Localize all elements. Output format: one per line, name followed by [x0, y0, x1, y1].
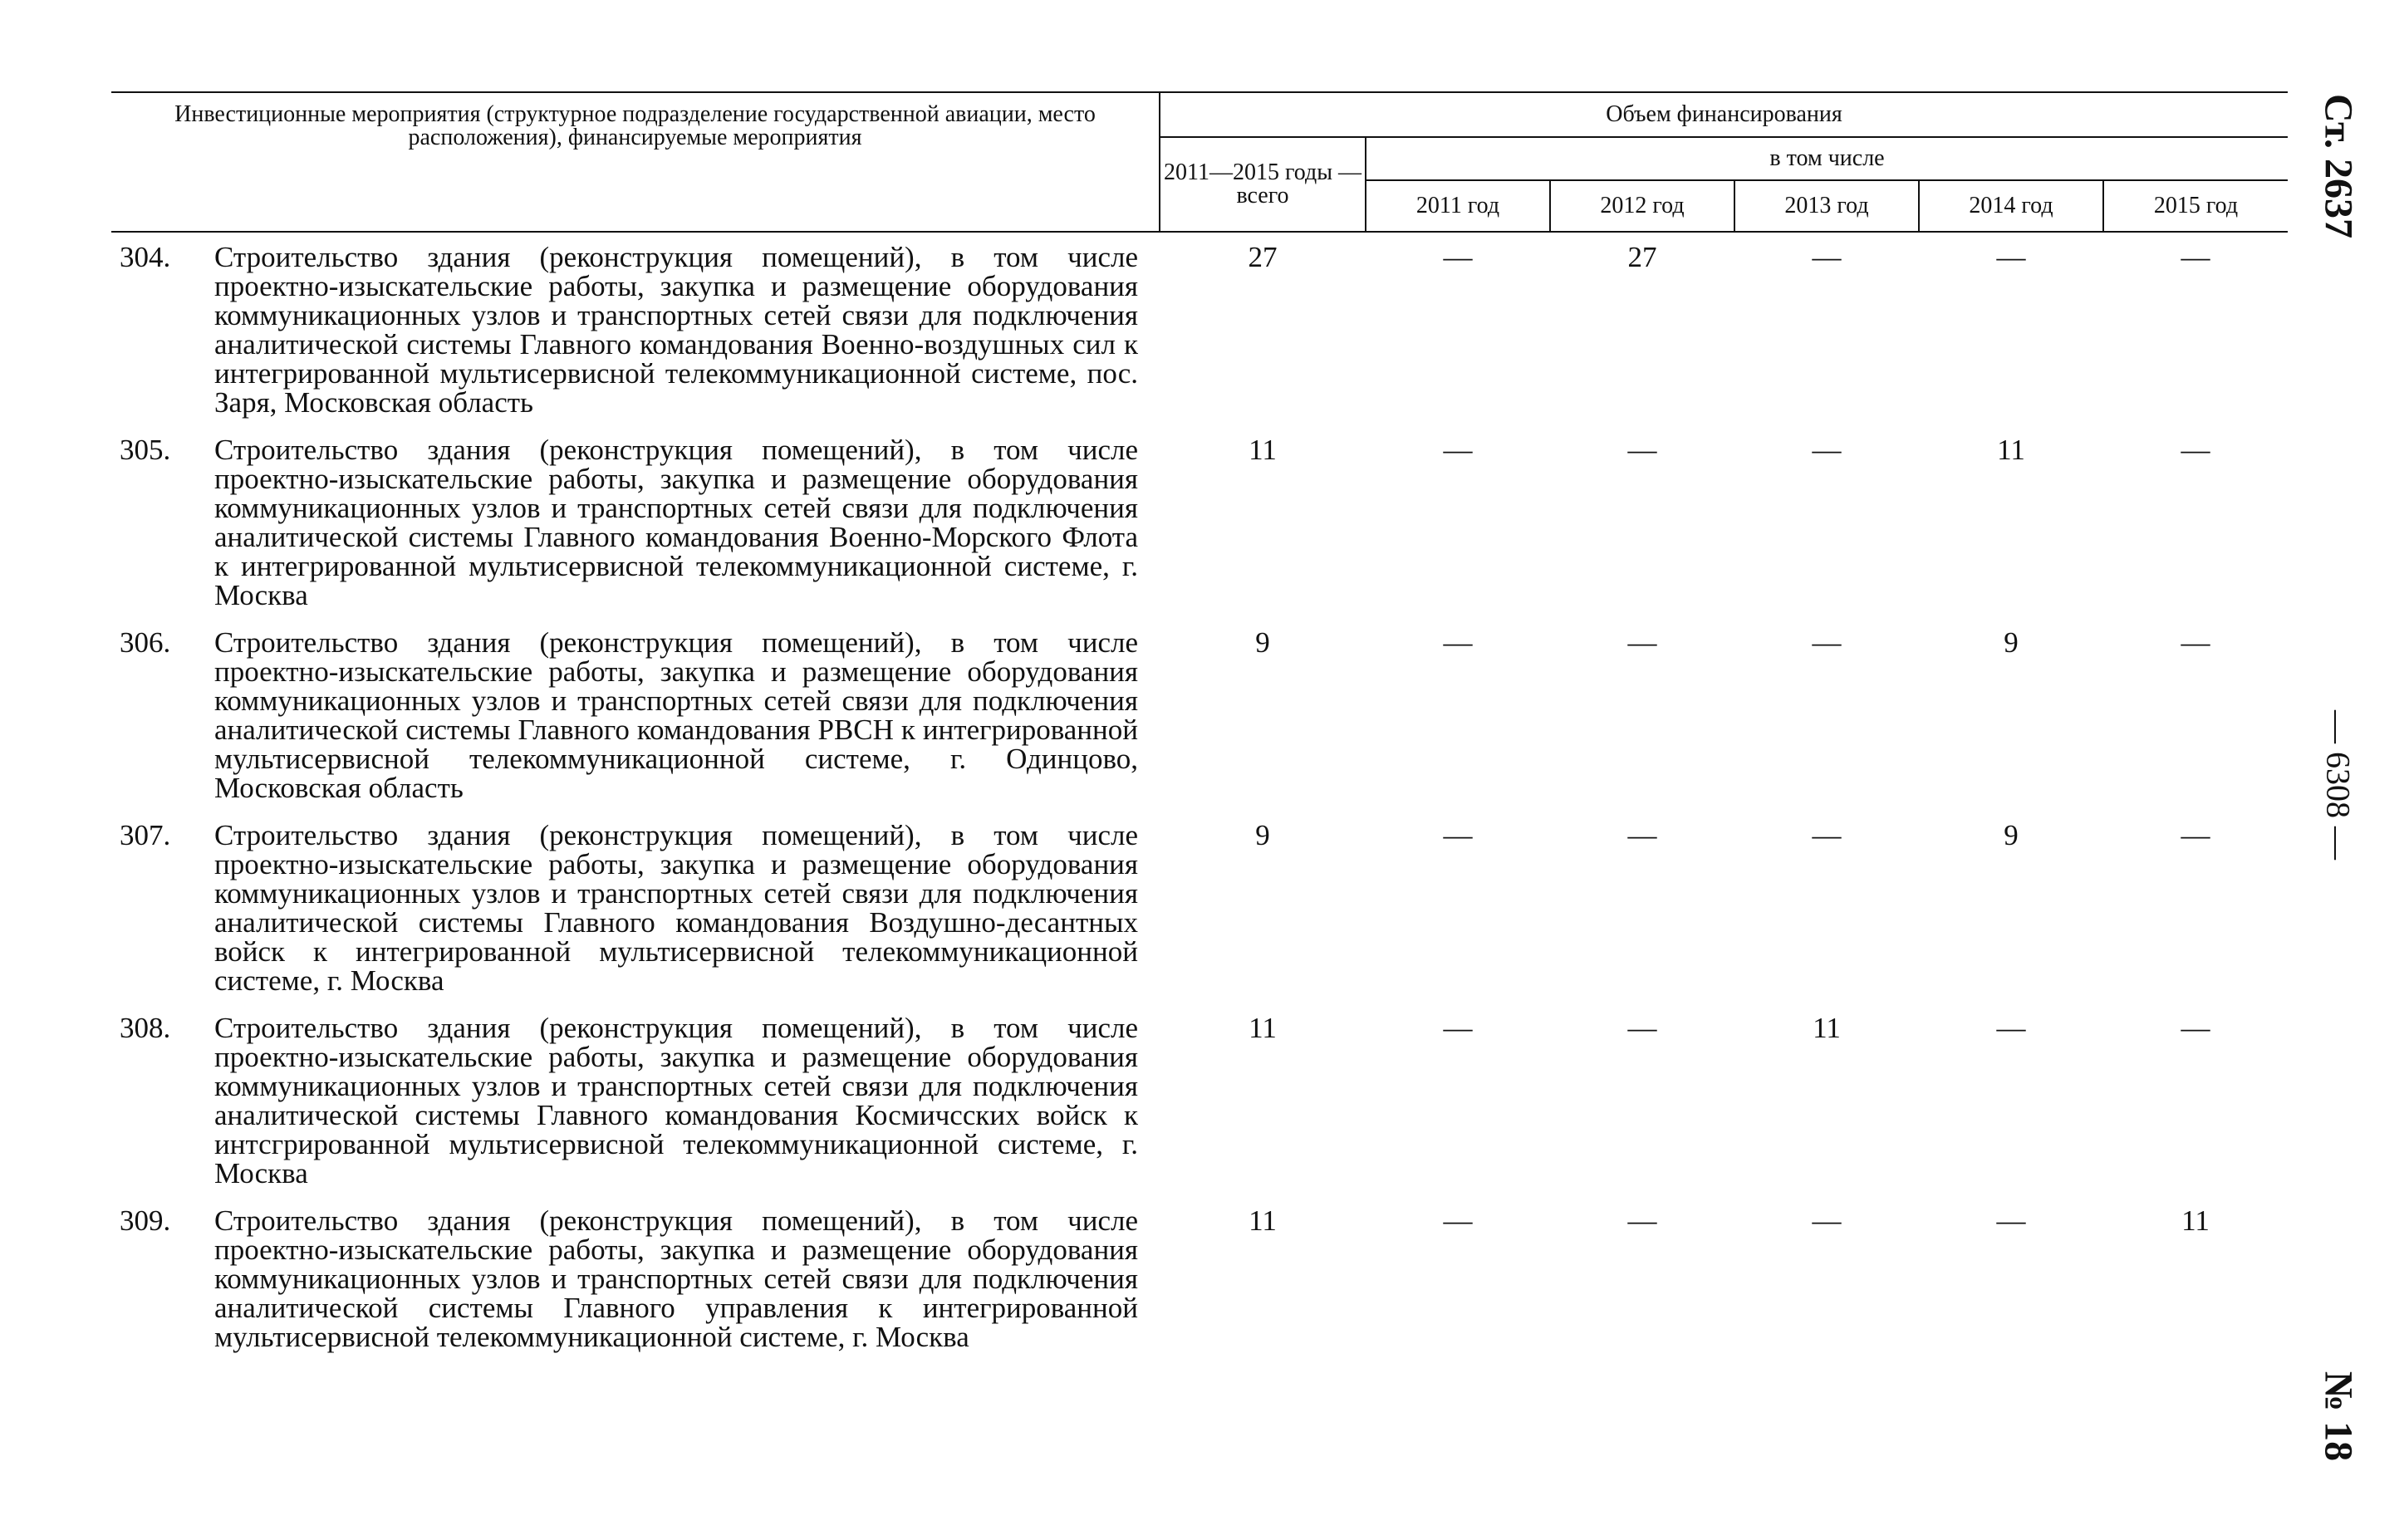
header-description: Инвестиционные мероприятия (структурное подразделение государственной авиации, место расположения), финансируемые мероприятия — [111, 92, 1160, 232]
row-2012: — — [1627, 626, 1657, 659]
table-header — [111, 92, 2288, 232]
header-year-2012: 2012 год — [1550, 180, 1734, 232]
row-2015: — — [2181, 626, 2210, 659]
row-description: Строительство здания (реконструкция помещений), в том числе проектно-изыскательские работы, закупка и размещение оборудования коммуникационных узлов и транспортных сетей связи для подключения аналитической системы Главного управления к интегрированной мультисервисной телекоммуникационной системе, г. Москва — [214, 1204, 1138, 1353]
row-2011: — — [1443, 1012, 1473, 1044]
row-2011: — — [1443, 434, 1473, 466]
row-2013: — — [1812, 819, 1842, 851]
row-2012: — — [1627, 1204, 1657, 1237]
row-description: Строительство здания (реконструкция помещений), в том числе проектно-изыскательские работы, закупка и размещение оборудования коммуникационных узлов и транспортных сетей связи для подключения аналитической системы Главного командования Космичсских войск к интсгрированной мультисервисной телекоммуникационной системе, г. Москва — [214, 1012, 1138, 1189]
row-2012: — — [1627, 434, 1657, 466]
header-funding-volume: Объем финансирования — [1160, 92, 2288, 137]
row-number: 307. — [120, 819, 171, 851]
row-description: Строительство здания (реконструкция помещений), в том числе проектно-изыскательские работы, закупка и размещение оборудования коммуникационных узлов и транспортных сетей связи для подключения аналитической системы Главного командования Воздушно-десантных войск к интегрированной мультисервисной телекоммуникационной системе, г. Москва — [214, 819, 1138, 997]
row-2015: — — [2181, 1012, 2210, 1044]
row-2013: — — [1812, 241, 1842, 273]
row-number: 304. — [120, 241, 171, 273]
row-total: 11 — [1249, 434, 1277, 466]
row-2013: — — [1812, 434, 1842, 466]
row-2011: — — [1443, 241, 1473, 273]
row-description: Строительство здания (реконструкция помещений), в том числе проектно-изыскательские работы, закупка и размещение оборудования коммуникационных узлов и транспортных сетей связи для подключения аналитической системы Главного командования РВСН к интегрированной мультисервисной телекоммуникационной системе, г. Одинцово, Московская область — [214, 626, 1138, 804]
row-description: Строительство здания (реконструкция помещений), в том числе проектно-изыскательские работы, закупка и размещение оборудования коммуникационных узлов и транспортных сетей связи для подключения аналитической системы Главного командования Военно-воздушных сил к интегрированной мультисервисной телекоммуникационной системе, пос. Заря, Московская область — [214, 241, 1138, 419]
row-2015: — — [2181, 434, 2210, 466]
header-year-2011: 2011 год — [1366, 180, 1550, 232]
table-row — [111, 1196, 2288, 1360]
row-total: 27 — [1248, 241, 1278, 273]
page-margin — [2293, 0, 2384, 1540]
funding-table — [111, 91, 2288, 1360]
row-2014: — — [1996, 1012, 2026, 1044]
table-row — [111, 811, 2288, 1003]
table-row — [111, 232, 2288, 425]
row-2014: 11 — [1997, 434, 2025, 466]
row-total: 9 — [1255, 819, 1270, 851]
row-2011: — — [1443, 819, 1473, 851]
table-row — [111, 618, 2288, 811]
row-total: 9 — [1255, 626, 1270, 659]
row-number: 305. — [120, 434, 171, 466]
table-body — [111, 232, 2288, 1360]
row-2013: — — [1812, 1204, 1842, 1237]
header-year-2014: 2014 год — [1919, 180, 2103, 232]
row-2013: 11 — [1813, 1012, 1841, 1044]
row-2013: — — [1812, 626, 1842, 659]
row-total: 11 — [1249, 1012, 1277, 1044]
funding-table-container — [111, 91, 2288, 1360]
row-2014: — — [1996, 1204, 2026, 1237]
row-total: 11 — [1249, 1204, 1277, 1237]
header-year-2013: 2013 год — [1734, 180, 1919, 232]
table-row — [111, 425, 2288, 618]
row-number: 308. — [120, 1012, 171, 1044]
header-including: в том числе — [1366, 137, 2288, 180]
page-number: — 6308 — — [2319, 710, 2357, 860]
header-total: 2011—2015 годы — всего — [1160, 137, 1366, 232]
row-2014: 9 — [2004, 819, 2019, 851]
row-2014: 9 — [2004, 626, 2019, 659]
row-2015: — — [2181, 241, 2210, 273]
row-number: 309. — [120, 1204, 171, 1237]
row-2012: 27 — [1627, 241, 1657, 273]
row-2011: — — [1443, 1204, 1473, 1237]
row-2015: 11 — [2181, 1204, 2210, 1237]
row-2012: — — [1627, 819, 1657, 851]
row-2012: — — [1627, 1012, 1657, 1044]
article-number: Ст. 2637 — [2316, 94, 2361, 238]
issue-number: № 18 — [2316, 1371, 2361, 1462]
row-2014: — — [1996, 241, 2026, 273]
row-description: Строительство здания (реконструкция помещений), в том числе проектно-изыскательские работы, закупка и размещение оборудования коммуникационных узлов и транспортных сетей связи для подключения аналитической системы Главного командования Военно-Морского Флота к интегрированной мультисервисной телекоммуникационной системе, г. Москва — [214, 434, 1138, 611]
row-number: 306. — [120, 626, 171, 659]
table-row — [111, 1003, 2288, 1196]
header-year-2015: 2015 год — [2103, 180, 2288, 232]
row-2015: — — [2181, 819, 2210, 851]
row-2011: — — [1443, 626, 1473, 659]
